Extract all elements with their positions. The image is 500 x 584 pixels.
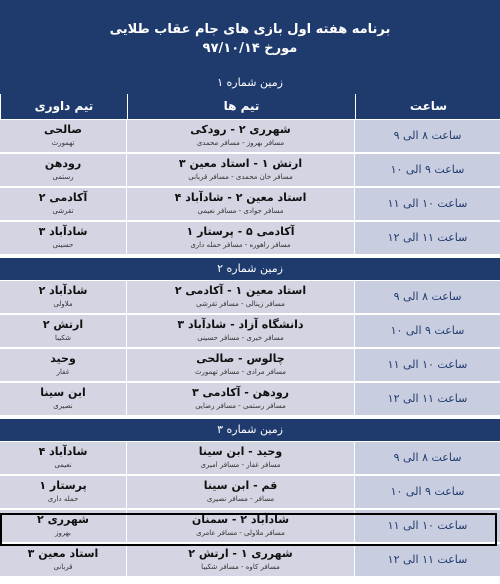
referee-name: بهروز [55, 529, 71, 537]
match-teams: قم - ابن سینا [203, 479, 278, 492]
time-cell [355, 383, 500, 416]
match-teams: آکادمی ۵ - پرستار ۱ [186, 225, 295, 238]
match-time: ساعت ۱۰ الی ۱۱ [387, 519, 468, 532]
match-coaches: مسافر خان محمدی - مسافر قربانی [188, 173, 293, 181]
match-time: ساعت ۸ الی ۹ [393, 451, 462, 464]
referee-cell [0, 154, 126, 187]
referee-name: شکیبا [54, 334, 72, 342]
match-time: ساعت ۹ الی ۱۰ [390, 485, 465, 498]
field-section-label: زمین شماره ۲ [0, 258, 500, 280]
time-cell [355, 188, 500, 221]
teams-cell [127, 442, 354, 475]
referee-team: استاد معین ۳ [27, 547, 99, 560]
match-teams: رودهن - آکادمی ۳ [192, 386, 289, 399]
referee-name: تهمورث [51, 139, 75, 147]
referee-team: رودهن [44, 157, 82, 170]
referee-cell [0, 222, 126, 255]
referee-name: حمله داری [47, 495, 79, 503]
referee-name: ملاولی [53, 300, 73, 308]
teams-cell [127, 544, 354, 577]
time-cell [355, 544, 500, 577]
match-coaches: مسافر ملاولی - مسافر عامری [196, 529, 285, 537]
field-section-label: زمین شماره ۳ [0, 419, 500, 441]
referee-name: قربانی [53, 563, 73, 571]
match-row [0, 188, 500, 221]
teams-cell [127, 476, 354, 509]
referee-team: ابن سینا [40, 386, 86, 399]
schedule-title: برنامه هفته اول بازی های جام عقاب طلایی [109, 22, 391, 37]
match-row [0, 349, 500, 382]
match-coaches: مسافر - مسافر نصیری [206, 495, 275, 503]
match-coaches: مسافر بهروز - مسافر محمدی [196, 139, 285, 147]
time-cell [355, 349, 500, 382]
match-row [0, 476, 500, 509]
column-header-teams: تیم ها [127, 94, 355, 119]
match-coaches: مسافر زینالی - مسافر تقرشی [196, 300, 285, 308]
match-row [0, 315, 500, 348]
teams-cell [127, 222, 354, 255]
match-time: ساعت ۱۰ الی ۱۱ [387, 358, 468, 371]
referee-team: شادآباد ۴ [38, 445, 88, 458]
referee-team: ارتش ۲ [42, 318, 84, 331]
match-time: ساعت ۹ الی ۱۰ [390, 324, 465, 337]
teams-cell [127, 154, 354, 187]
match-teams: چالوس - صالحی [196, 352, 285, 365]
match-time: ساعت ۱۱ الی ۱۲ [387, 392, 468, 405]
highlighted-row-border [0, 513, 497, 546]
referee-name: نصیری [53, 402, 73, 410]
teams-cell [127, 281, 354, 314]
match-row [0, 222, 500, 255]
column-header-referee: تیم داوری [0, 94, 127, 119]
referee-team: شادآباد ۳ [38, 225, 88, 238]
match-time: ساعت ۱۱ الی ۱۲ [387, 231, 468, 244]
referee-team: شهرری ۲ [37, 513, 89, 526]
teams-cell [127, 315, 354, 348]
time-cell [355, 442, 500, 475]
match-row [0, 281, 500, 314]
time-cell [355, 222, 500, 255]
time-cell [355, 281, 500, 314]
match-coaches: مسافر غفار - مسافر امیری [200, 461, 281, 469]
referee-team: شادآباد ۲ [38, 284, 88, 297]
match-teams: استاد معین ۱ - آکادمی ۲ [174, 284, 307, 297]
teams-cell [127, 349, 354, 382]
match-time: ساعت ۸ الی ۹ [393, 290, 462, 303]
match-coaches: مسافر مرادی - مسافر تهمورث [194, 368, 287, 376]
referee-name: نعیمی [54, 461, 72, 469]
teams-cell [127, 383, 354, 416]
field-section-label: زمین شماره ۱ [0, 72, 500, 94]
match-row [0, 120, 500, 153]
match-teams: استاد معین ۲ - شادآباد ۴ [174, 191, 307, 204]
referee-cell [0, 188, 126, 221]
match-coaches: مسافر راهوره - مسافر حمله داری [190, 241, 291, 249]
schedule-date: مورخ ۹۷/۱۰/۱۴ [202, 41, 298, 56]
match-row [0, 383, 500, 416]
referee-team: آکادمی ۲ [38, 191, 88, 204]
referee-cell [0, 120, 126, 153]
referee-team: وحید [50, 352, 76, 365]
match-teams: ارتش ۱ - استاد معین ۳ [178, 157, 303, 170]
match-coaches: مسافر جوادی - مسافر نعیمی [197, 207, 284, 215]
match-time: ساعت ۱۰ الی ۱۱ [387, 197, 468, 210]
teams-cell [127, 188, 354, 221]
match-teams: شهرری ۱ - ارتش ۲ [188, 547, 293, 560]
match-teams: دانشگاه آزاد - شادآباد ۳ [177, 318, 304, 331]
match-teams: شهرری ۲ - رودکی [190, 123, 291, 136]
referee-name: غفار [56, 368, 70, 376]
match-coaches: مسافر رستمی - مسافر رضایی [195, 402, 286, 410]
referee-cell [0, 281, 126, 314]
match-teams: وحید - ابن سینا [198, 445, 283, 458]
match-row [0, 154, 500, 187]
referee-cell [0, 315, 126, 348]
match-row [0, 442, 500, 475]
referee-cell [0, 442, 126, 475]
referee-cell [0, 476, 126, 509]
time-cell [355, 315, 500, 348]
match-time: ساعت ۸ الی ۹ [393, 129, 462, 142]
match-teams: شادآباد ۲ - سمنان [191, 513, 290, 526]
match-coaches: مسافر خیری - مسافر حسینی [197, 334, 284, 342]
referee-name: رستمی [52, 173, 74, 181]
time-cell [355, 476, 500, 509]
referee-team: صالحی [44, 123, 82, 136]
match-time: ساعت ۱۱ الی ۱۲ [387, 553, 468, 566]
referee-cell [0, 544, 126, 577]
referee-cell [0, 349, 126, 382]
referee-name: حسینی [52, 241, 74, 249]
match-coaches: مسافر کاوه - مسافر شکیبا [201, 563, 280, 571]
referee-name: تقرشی [52, 207, 74, 215]
teams-cell [127, 120, 354, 153]
match-row [0, 544, 500, 577]
match-time: ساعت ۹ الی ۱۰ [390, 163, 465, 176]
column-header-time: ساعت [355, 94, 500, 119]
referee-cell [0, 383, 126, 416]
referee-team: پرستار ۱ [39, 479, 87, 492]
time-cell [355, 154, 500, 187]
time-cell [355, 120, 500, 153]
